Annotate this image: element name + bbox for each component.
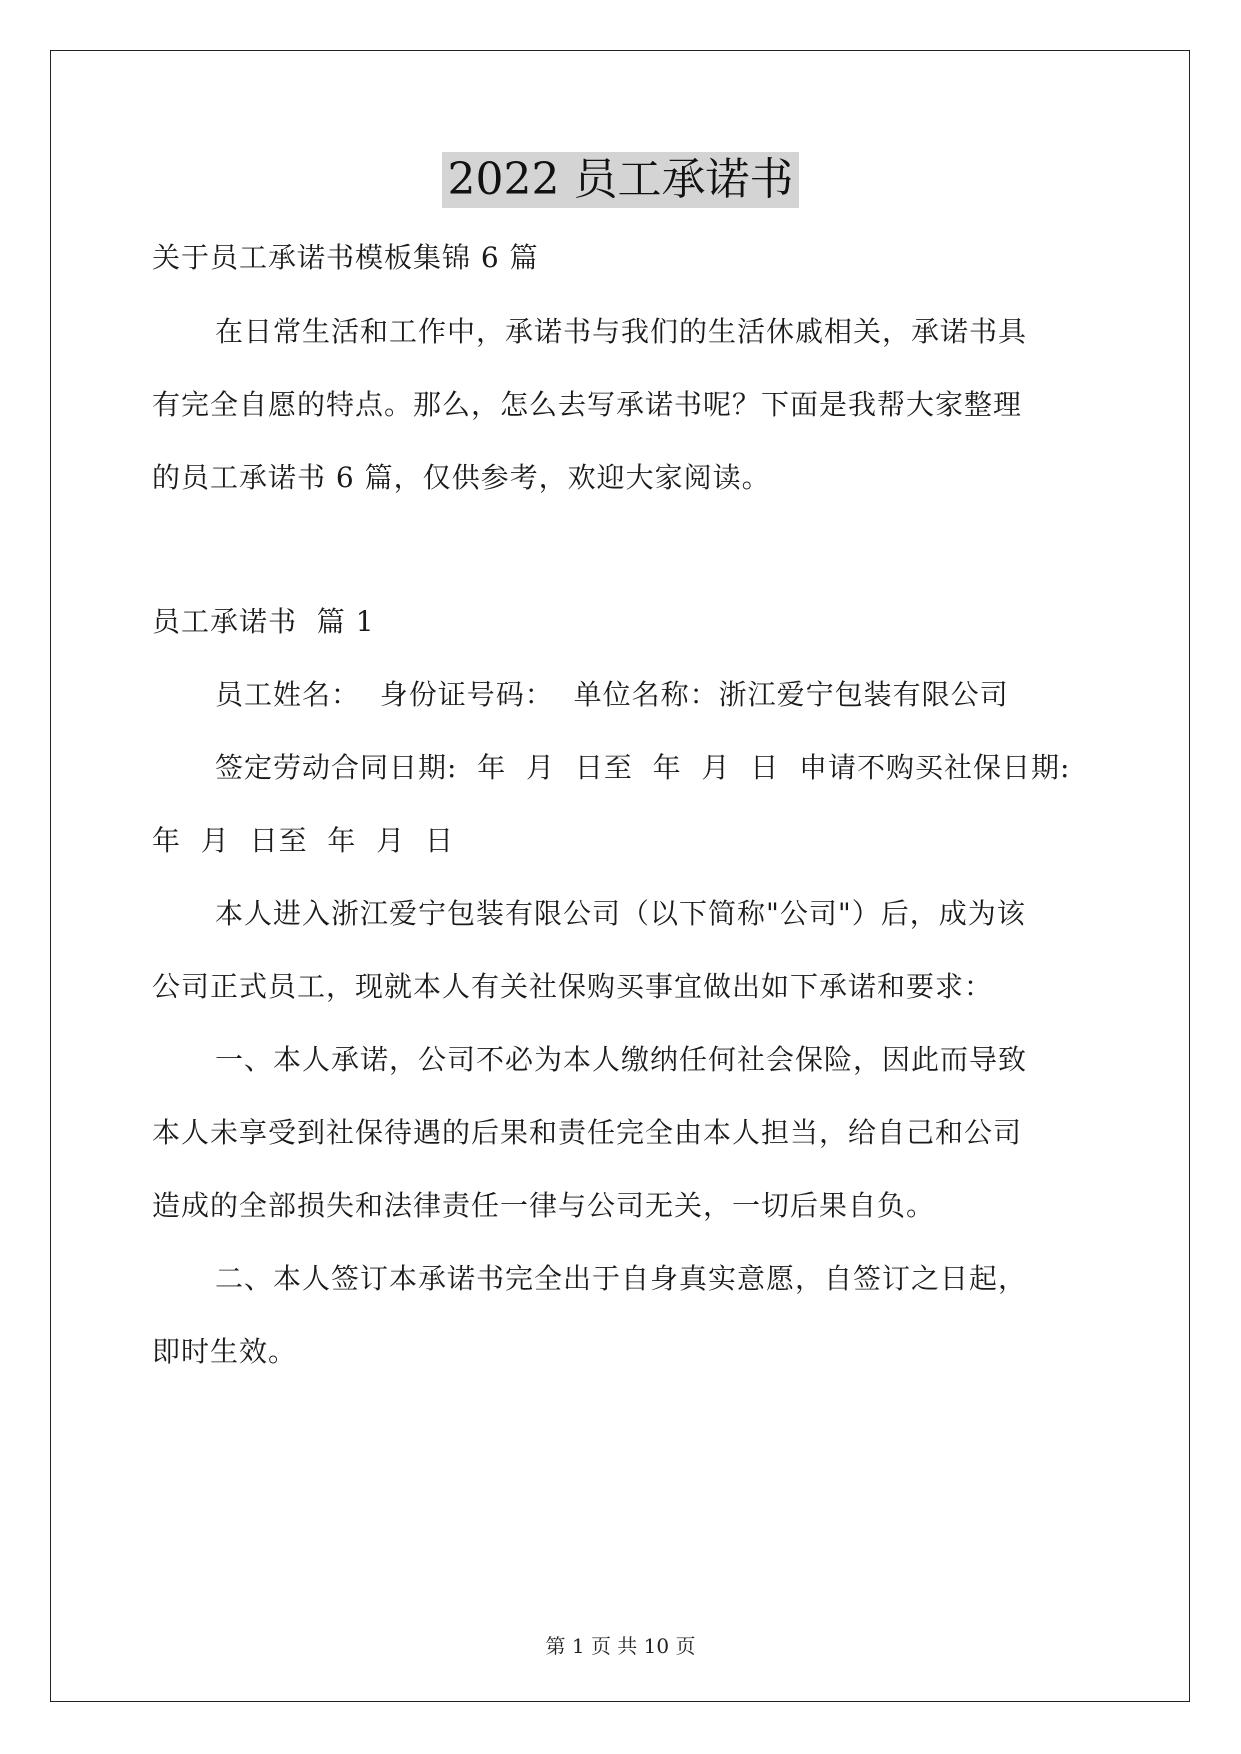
body-line-1: 本人进入浙江爱宁包装有限公司（以下简称"公司"）后，成为该 bbox=[215, 897, 1026, 930]
intro-line-1: 在日常生活和工作中，承诺书与我们的生活休戚相关，承诺书具 bbox=[215, 315, 1028, 348]
intro-line-3: 的员工承诺书 6 篇，仅供参考，欢迎大家阅读。 bbox=[152, 461, 771, 494]
document-title: 2022 员工承诺书 bbox=[442, 152, 800, 208]
body-line-5: 造成的全部损失和法律责任一律与公司无关，一切后果自负。 bbox=[152, 1189, 936, 1222]
subtitle: 关于员工承诺书模板集锦 6 篇 bbox=[152, 241, 539, 274]
date-line-2: 年 月 日至 年 月 日 bbox=[152, 824, 455, 857]
body-line-3: 一、本人承诺，公司不必为本人缴纳任何社会保险，因此而导致 bbox=[215, 1043, 1028, 1076]
intro-line-2: 有完全自愿的特点。那么，怎么去写承诺书呢？下面是我帮大家整理 bbox=[152, 388, 1023, 421]
body-line-7: 即时生效。 bbox=[152, 1335, 298, 1368]
section-heading-1: 员工承诺书 篇 1 bbox=[152, 605, 375, 638]
page-frame bbox=[50, 50, 1190, 1702]
fields-line: 员工姓名： 身份证号码： 单位名称：浙江爱宁包装有限公司 bbox=[215, 678, 1009, 711]
body-line-4: 本人未享受到社保待遇的后果和责任完全由本人担当，给自己和公司 bbox=[152, 1116, 1023, 1149]
date-line-1: 签定劳动合同日期: 年 月 日至 年 月 日 申请不购买社保日期: bbox=[215, 751, 1071, 784]
body-line-6: 二、本人签订本承诺书完全出于自身真实意愿，自签订之日起， bbox=[215, 1262, 1028, 1295]
title-container bbox=[0, 152, 1241, 208]
body-line-2: 公司正式员工，现就本人有关社保购买事宜做出如下承诺和要求： bbox=[152, 970, 994, 1003]
page-footer: 第 1 页 共 10 页 bbox=[545, 1634, 696, 1658]
